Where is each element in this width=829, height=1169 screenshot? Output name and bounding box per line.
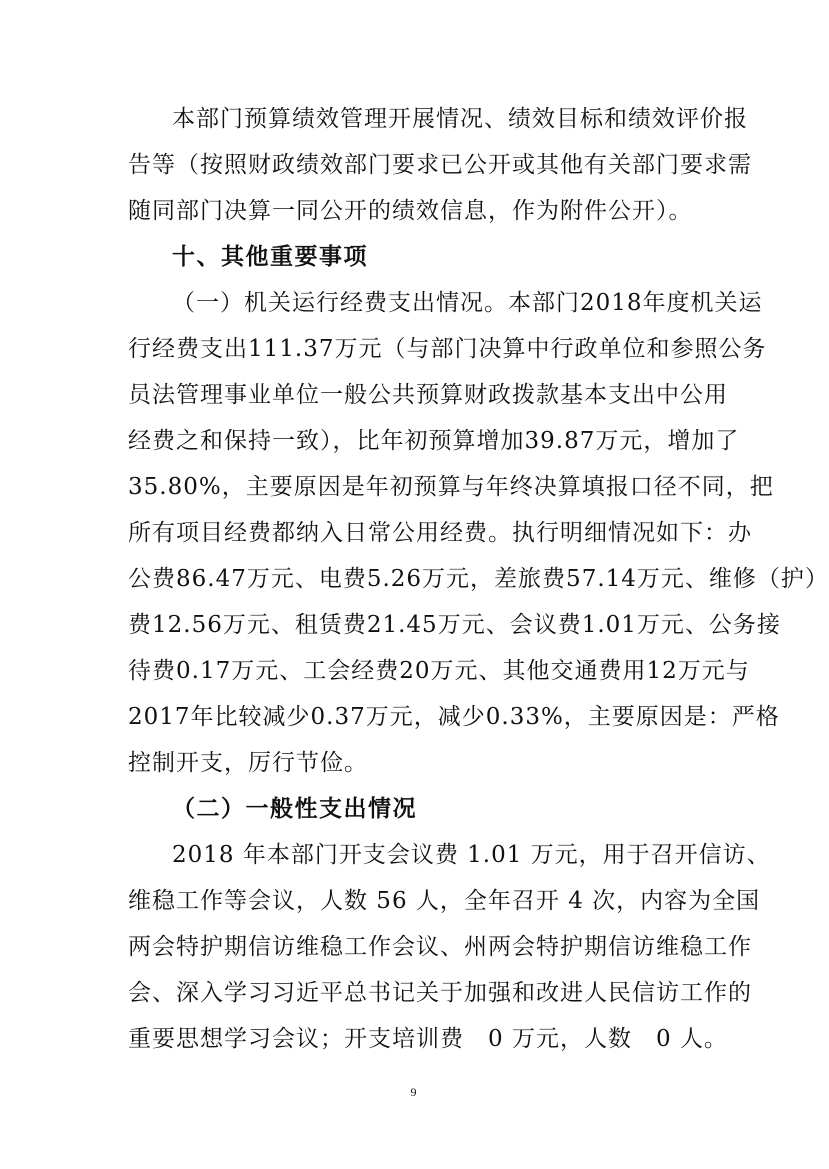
subsection-heading: （二）一般性支出情况	[172, 795, 417, 822]
paragraph-line: 员法管理事业单位一般公共预算财政拨款基本支出中公用	[128, 382, 728, 408]
paragraph-line: 公费86.47万元、电费5.26万元，差旅费57.14万元、维修（护）	[128, 566, 829, 592]
paragraph-line: 告等（按照财政绩效部门要求已公开或其他有关部门要求需	[128, 152, 752, 178]
paragraph-line: 本部门预算绩效管理开展情况、绩效目标和绩效评价报	[172, 106, 748, 132]
paragraph-line: 35.80%，主要原因是年初预算与年终决算填报口径不同，把	[128, 474, 774, 500]
paragraph-line: 2018 年本部门开支会议费 1.01 万元，用于召开信访、	[172, 842, 771, 868]
paragraph-line: 两会特护期信访维稳工作会议、州两会特护期信访维稳工作	[128, 934, 752, 960]
paragraph-line: 随同部门决算一同公开的绩效信息，作为附件公开）。	[128, 198, 693, 224]
paragraph-line: 控制开支，厉行节俭。	[128, 750, 368, 776]
paragraph-line: 费12.56万元、租赁费21.45万元、会议费1.01万元、公务接	[128, 612, 781, 638]
paragraph-line: （一）机关运行经费支出情况。本部门2018年度机关运	[172, 290, 763, 316]
paragraph-line: 维稳工作等会议，人数 56 人，全年召开 4 次，内容为全国	[128, 888, 761, 914]
paragraph-line: 会、深入学习习近平总书记关于加强和改进人民信访工作的	[128, 980, 752, 1006]
paragraph-line: 2017年比较减少0.37万元，减少0.33%，主要原因是：严格	[128, 704, 780, 730]
paragraph-line: 待费0.17万元、工会经费20万元、其他交通费用12万元与	[128, 658, 750, 684]
paragraph-line: 经费之和保持一致），比年初预算增加39.87万元，增加了	[128, 428, 740, 454]
paragraph-line: 所有项目经费都纳入日常公用经费。执行明细情况如下：办	[128, 520, 752, 546]
page-number: 9	[410, 1085, 417, 1099]
paragraph-line: 重要思想学习会议；开支培训费 0 万元，人数 0 人。	[128, 1026, 728, 1052]
paragraph-line: 行经费支出111.37万元（与部门决算中行政单位和参照公务	[128, 336, 767, 362]
section-heading: 十、其他重要事项	[172, 243, 368, 270]
